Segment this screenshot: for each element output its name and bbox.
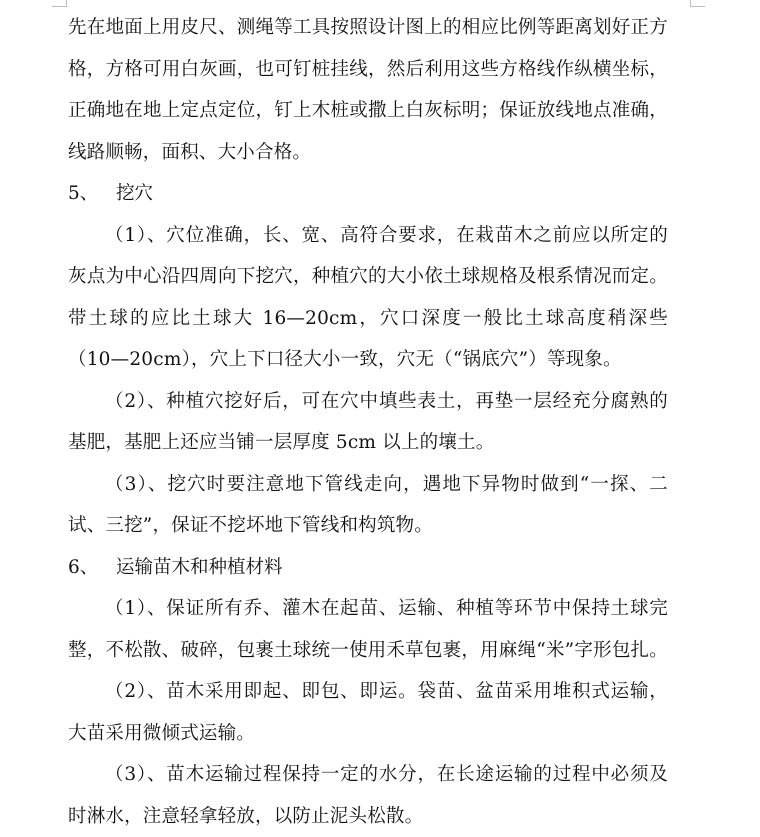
margin-corner-mark-right	[690, 0, 705, 7]
document-body[interactable]	[68, 7, 668, 837]
section-title: 挖穴	[116, 173, 153, 215]
section-heading-6	[68, 547, 668, 589]
paragraph-line: 整，不松散、破碎，包裹土球统一使用禾草包裹，用麻绳“米”字形包扎。	[68, 630, 668, 672]
paragraph-line: 先在地面上用皮尺、测绳等工具按照设计图上的相应比例等距离划好正方	[68, 7, 668, 49]
paragraph-line: 时淋水，注意轻拿轻放，以防止泥头松散。	[68, 796, 668, 837]
section-title: 运输苗木和种植材料	[116, 547, 283, 589]
paragraph-line: （1）、穴位准确，长、宽、高符合要求，在栽苗木之前应以所定的	[68, 215, 668, 257]
paragraph-line: 试、三挖”，保证不挖坏地下管线和构筑物。	[68, 505, 668, 547]
paragraph-line: 格，方格可用白灰画，也可钉桩挂线，然后利用这些方格线作纵横坐标，	[68, 49, 668, 91]
margin-corner-mark-left	[52, 0, 67, 7]
paragraph-line: （1）、保证所有乔、灌木在起苗、运输、种植等环节中保持土球完	[68, 588, 668, 630]
paragraph-line: （3）、苗木运输过程保持一定的水分，在长途运输的过程中必须及	[68, 754, 668, 796]
paragraph-line: 线路顺畅，面积、大小合格。	[68, 132, 668, 174]
section-heading-5	[68, 173, 668, 215]
paragraph-line: （3）、挖穴时要注意地下管线走向，遇地下异物时做到“一探、二	[68, 464, 668, 506]
section-number: 5、	[68, 173, 116, 215]
paragraph-line: （2）、苗木采用即起、即包、即运。袋苗、盆苗采用堆积式运输，	[68, 671, 668, 713]
section-number: 6、	[68, 547, 116, 589]
paragraph-line: 基肥，基肥上还应当铺一层厚度 5cm 以上的壤土。	[68, 422, 668, 464]
paragraph-line: （2）、种植穴挖好后，可在穴中填些表土，再垫一层经充分腐熟的	[68, 381, 668, 423]
paragraph-line: （10—20cm），穴上下口径大小一致，穴无（“锅底穴”）等现象。	[68, 339, 668, 381]
paragraph-line: 正确地在地上定点定位，钉上木桩或撒上白灰标明；保证放线地点准确，	[68, 90, 668, 132]
paragraph-line: 灰点为中心沿四周向下挖穴，种植穴的大小依土球规格及根系情况而定。	[68, 256, 668, 298]
paragraph-line: 大苗采用微倾式运输。	[68, 713, 668, 755]
paragraph-line: 带土球的应比土球大 16—20cm，穴口深度一般比土球高度稍深些	[68, 298, 668, 340]
